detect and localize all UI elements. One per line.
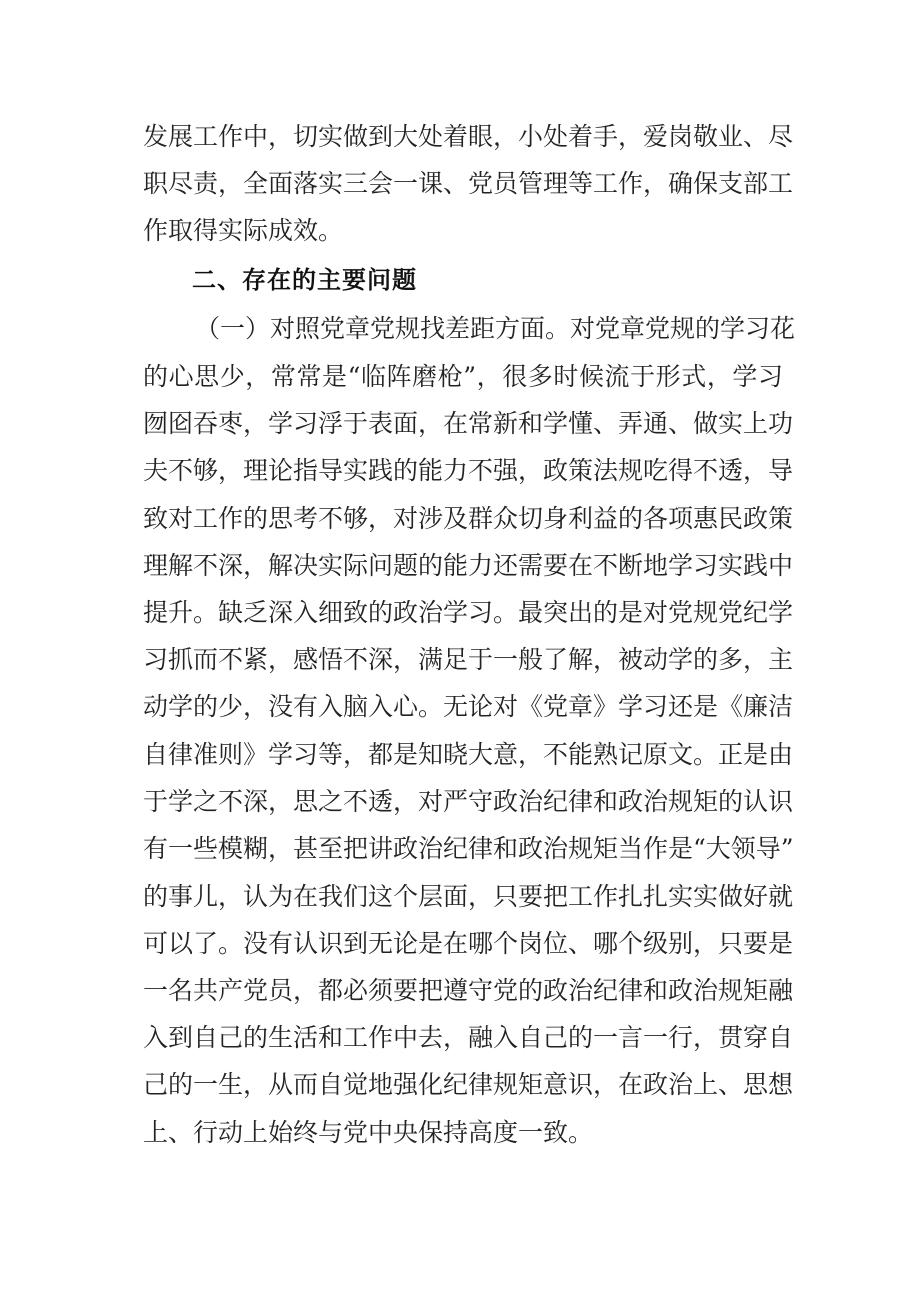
body-line-11: 于学之不深，思之不透，对严守政治纪律和政治规矩的认识 (143, 787, 794, 816)
body-line-18: 上、行动上始终与党中央保持高度一致。 (143, 1118, 594, 1147)
body-line-8: 习抓而不紧，感悟不深，满足于一般了解，被动学的多，主 (143, 645, 794, 674)
body-line-13: 的事儿，认为在我们这个层面，只要把工作扎扎实实做好就 (143, 882, 794, 911)
intro-line-3: 作取得实际成效。 (143, 216, 344, 245)
body-line-10: 自律准则》学习等，都是知晓大意，不能熟记原文。正是由 (143, 740, 794, 769)
body-line-9: 动学的少，没有入脑入心。无论对《党章》学习还是《廉洁 (143, 692, 794, 721)
body-line-5: 致对工作的思考不够，对涉及群众切身利益的各项惠民政策 (143, 504, 794, 533)
body-line-4: 夫不够，理论指导实践的能力不强，政策法规吃得不透，导 (143, 456, 794, 485)
body-line-2: 的心思少，常常是“临阵磨枪”，很多时候流于形式，学习 (143, 362, 783, 391)
body-line-15: 一名共产党员，都必须要把遵守党的政治纪律和政治规矩融 (143, 976, 794, 1005)
section-heading: 二、存在的主要问题 (192, 266, 417, 294)
body-line-6: 理解不深，解决实际问题的能力还需要在不断地学习实践中 (143, 551, 794, 580)
body-line-3: 囫囵吞枣，学习浮于表面，在常新和学懂、弄通、做实上功 (143, 409, 794, 438)
body-line-7: 提升。缺乏深入细致的政治学习。最突出的是对党规党纪学 (143, 598, 794, 627)
intro-line-2: 职尽责，全面落实三会一课、党员管理等工作，确保支部工 (143, 169, 794, 198)
body-line-1: （一）对照党章党规找差距方面。对党章党规的学习花 (195, 314, 796, 343)
body-line-17: 己的一生，从而自觉地强化纪律规矩意识，在政治上、思想 (143, 1070, 794, 1099)
body-line-16: 入到自己的生活和工作中去，融入自己的一言一行，贯穿自 (143, 1023, 794, 1052)
intro-line-1: 发展工作中，切实做到大处着眼，小处着手，爱岗敬业、尽 (143, 122, 794, 151)
body-line-12: 有一些模糊，甚至把讲政治纪律和政治规矩当作是“大领导” (143, 834, 794, 863)
body-line-14: 可以了。没有认识到无论是在哪个岗位、哪个级别，只要是 (143, 929, 794, 958)
